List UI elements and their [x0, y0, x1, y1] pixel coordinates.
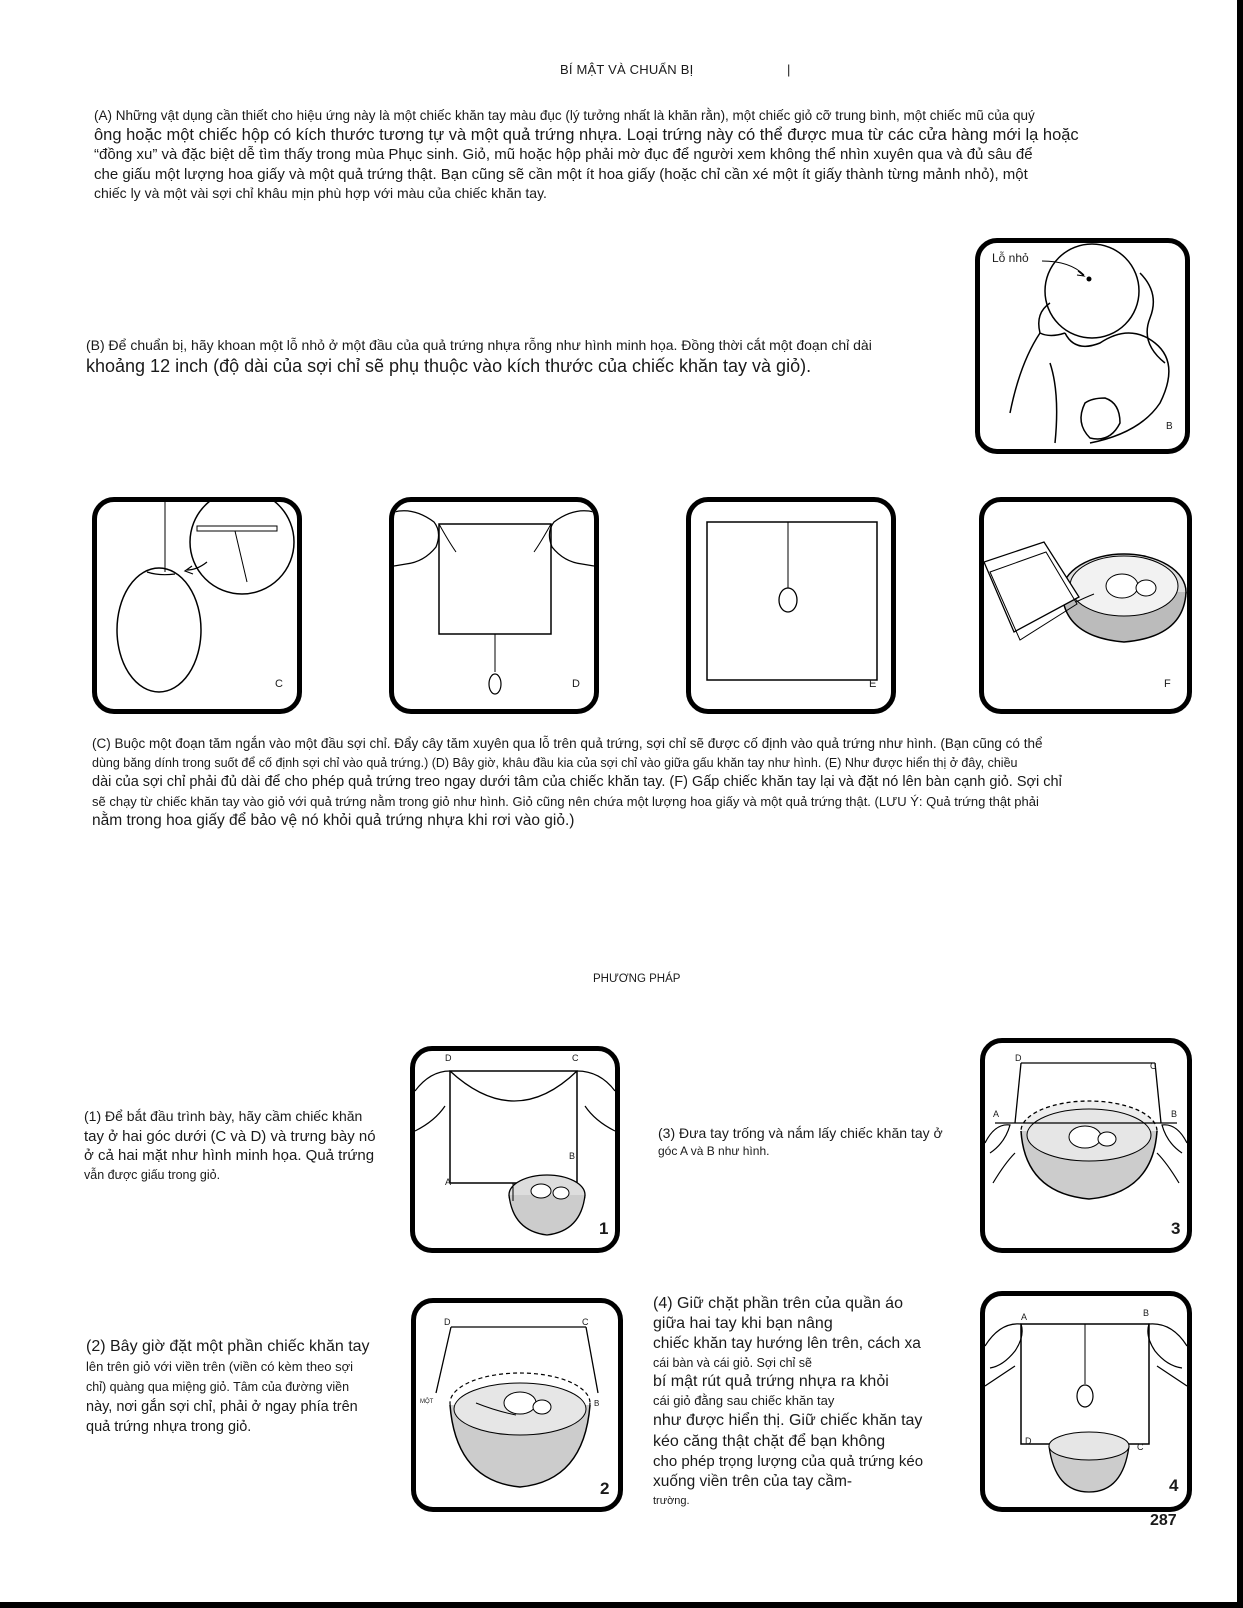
figure-letter-c: C — [275, 678, 283, 690]
step-3-drawing — [985, 1043, 1187, 1248]
method-title: PHƯƠNG PHÁP — [593, 973, 681, 985]
section-a-line: chiếc ly và một vài sợi chỉ khâu mịn phù hợp với màu của chiếc khăn tay. — [94, 185, 547, 201]
section-cf-line: (C) Buộc một đoạn tăm ngắn vào một đầu sợi chỉ. Đẩy cây tăm xuyên qua lỗ trên quả trứng, sợi chỉ sẽ được cố định vào quả trứng như hình. (Bạn cũng có thể — [92, 736, 1043, 751]
step-2-drawing — [416, 1303, 618, 1507]
corner-label-a: A — [445, 1177, 452, 1187]
step-3-figure — [980, 1038, 1192, 1253]
step-4-figure — [980, 1291, 1192, 1512]
step-4-line: như được hiển thị. Giữ chiếc khăn tay — [653, 1412, 923, 1429]
figure-e-drawing — [691, 502, 891, 709]
step-2-figure — [411, 1298, 623, 1512]
step-3-text — [658, 1124, 978, 1160]
step-2-line: này, nơi gắn sợi chỉ, phải ở ngay phía trên — [86, 1399, 358, 1415]
corner-label-c: C — [582, 1317, 589, 1327]
step-3-line: góc A và B như hình. — [658, 1144, 770, 1158]
section-b-text — [86, 336, 966, 377]
step-2-line: (2) Bây giờ đặt một phần chiếc khăn tay — [86, 1338, 370, 1355]
step-1-line: vẫn được giấu trong giỏ. — [84, 1167, 221, 1182]
figure-b-drawing — [980, 243, 1185, 449]
step-1-line: (1) Để bắt đầu trình bày, hãy cầm chiếc khăn — [84, 1108, 363, 1124]
step-4-drawing — [985, 1296, 1187, 1507]
header-mark: | — [787, 62, 791, 77]
corner-label-b: B — [1171, 1109, 1178, 1119]
figure-letter-d: D — [572, 678, 580, 690]
corner-label-b: B — [1143, 1308, 1150, 1318]
section-title: BÍ MẬT VÀ CHUẨN BỊ — [560, 62, 694, 77]
step-number-4: 4 — [1169, 1476, 1179, 1495]
step-3-line: (3) Đưa tay trống và nắm lấy chiếc khăn tay ở — [658, 1125, 943, 1141]
figure-d-sewing-thread — [389, 497, 599, 714]
corner-label-b: B — [594, 1399, 600, 1408]
figure-f-folded-setup — [979, 497, 1192, 714]
section-b-line: (B) Để chuẩn bị, hãy khoan một lỗ nhỏ ở một đầu của quả trứng nhựa rỗng như hình minh họa. Đồng thời cắt một đoạn chỉ dài — [86, 337, 872, 353]
figure-b-egg-hole — [975, 238, 1190, 454]
step-1-figure — [410, 1046, 620, 1253]
page-number: 287 — [1150, 1512, 1177, 1529]
corner-label-d: D — [1015, 1053, 1022, 1063]
section-a-line: che giấu một lượng hoa giấy và một quả trứng thật. Bạn cũng sẽ cần một ít hoa giấy (hoặc chỉ cần xé một ít giấy thành từng mảnh nhỏ), một — [94, 165, 1028, 183]
corner-label-d: D — [1025, 1436, 1032, 1446]
figure-c-toothpick — [92, 497, 302, 714]
page-edge-right — [1237, 0, 1243, 1608]
step-2-line: chỉ) quàng qua miệng giỏ. Tâm của đường viền — [86, 1380, 350, 1394]
corner-label-a: A — [993, 1109, 1000, 1119]
page-edge-bottom — [0, 1602, 1243, 1608]
corner-label-c: C — [1137, 1442, 1144, 1452]
step-4-line: kéo căng thật chặt để bạn không — [653, 1433, 886, 1450]
section-a-line: “đồng xu” và đặc biệt dễ tìm thấy trong mùa Phục sinh. Giỏ, mũ hoặc hộp phải mờ đục để người xem không thể nhìn xuyên qua và đủ sâu để — [94, 146, 1033, 163]
step-1-drawing — [415, 1051, 615, 1248]
section-a-line: (A) Những vật dụng cần thiết cho hiệu ứng này là một chiếc khăn tay màu đục (lý tưởng nhất là khăn rằn), một chiếc giỏ cỡ trung bình, một chiếc mũ của quý — [94, 108, 1035, 123]
step-4-line: (4) Giữ chặt phần trên của quần áo — [653, 1295, 903, 1312]
hole-label: Lỗ nhỏ — [992, 251, 1029, 265]
section-cf-text — [92, 734, 1182, 831]
step-1-text — [84, 1107, 404, 1185]
step-number-1: 1 — [599, 1219, 609, 1238]
section-cf-line: nằm trong hoa giấy để bảo vệ nó khỏi quả trứng nhựa khi rơi vào giỏ.) — [92, 812, 575, 829]
step-1-line: tay ở hai góc dưới (C và D) và trưng bày nó — [84, 1127, 376, 1145]
step-number-3: 3 — [1171, 1219, 1181, 1238]
step-2-line: quả trứng nhựa trong giỏ. — [86, 1419, 252, 1435]
section-cf-line: dùng băng dính trong suốt để cố định sợi chỉ vào quả trứng.) (D) Bây giờ, khâu đầu kia của sợi chỉ vào giữa gấu khăn tay như hình. (E) Như được hiển thị ở đây, chiều — [92, 756, 1018, 770]
step-1-line: ở cả hai mặt như hình minh họa. Quả trứng — [84, 1147, 375, 1164]
figure-letter-e: E — [869, 678, 877, 690]
section-cf-line: sẽ chạy từ chiếc khăn tay vào giỏ với quả trứng nằm trong giỏ như hình. Giỏ cũng nên chứa một lượng hoa giấy và một quả trứng thật. (LƯU Ý: Quả trứng thật phải — [92, 794, 1039, 809]
corner-label-d: D — [444, 1317, 451, 1327]
section-cf-line: dài của sợi chỉ phải đủ dài để cho phép quả trứng treo ngay dưới tâm của chiếc khăn tay. (F) Gấp chiếc khăn tay lại và đặt nó lên bàn cạnh giỏ. Sợi chỉ — [92, 774, 1062, 790]
step-2-line: lên trên giỏ với viền trên (viền có kèm theo sợi — [86, 1359, 354, 1374]
step-4-line: chiếc khăn tay hướng lên trên, cách xa — [653, 1335, 921, 1352]
step-4-line: bí mật rút quả trứng nhựa ra khỏi — [653, 1373, 889, 1390]
step-number-2: 2 — [600, 1479, 610, 1498]
figure-letter-f: F — [1164, 678, 1171, 690]
step-4-line: cái giỏ đằng sau chiếc khăn tay — [653, 1393, 835, 1408]
step-4-line: trường. — [653, 1495, 690, 1507]
corner-label-c: C — [1150, 1061, 1157, 1071]
step-4-line: cái bàn và cái giỏ. Sợi chỉ sẽ — [653, 1356, 812, 1370]
step-4-text — [653, 1294, 983, 1510]
corner-label-b: B — [569, 1151, 576, 1161]
corner-label-d: D — [445, 1053, 452, 1063]
figure-e-egg-hanging — [686, 497, 896, 714]
step-4-line: giữa hai tay khi bạn nâng — [653, 1315, 833, 1332]
step-4-line: cho phép trọng lượng của quả trứng kéo — [653, 1453, 924, 1470]
section-b-line: khoảng 12 inch (độ dài của sợi chỉ sẽ phụ thuộc vào kích thước của chiếc khăn tay và giỏ). — [86, 356, 812, 376]
corner-label-a: MỘT — [420, 1399, 434, 1405]
section-a-text — [94, 106, 1174, 204]
figure-c-drawing — [97, 502, 297, 709]
figure-d-drawing — [394, 502, 594, 709]
step-2-text — [86, 1337, 406, 1437]
corner-label-a: A — [1021, 1312, 1028, 1322]
figure-letter-b: B — [1166, 421, 1173, 432]
step-4-line: xuống viền trên của tay cầm- — [653, 1473, 853, 1490]
corner-label-c: C — [572, 1053, 579, 1063]
figure-f-drawing — [984, 502, 1187, 709]
section-a-line: ông hoặc một chiếc hộp có kích thước tương tự và một quả trứng nhựa. Loại trứng này có thể được mua từ các cửa hàng mới lạ hoặc — [94, 125, 1079, 144]
